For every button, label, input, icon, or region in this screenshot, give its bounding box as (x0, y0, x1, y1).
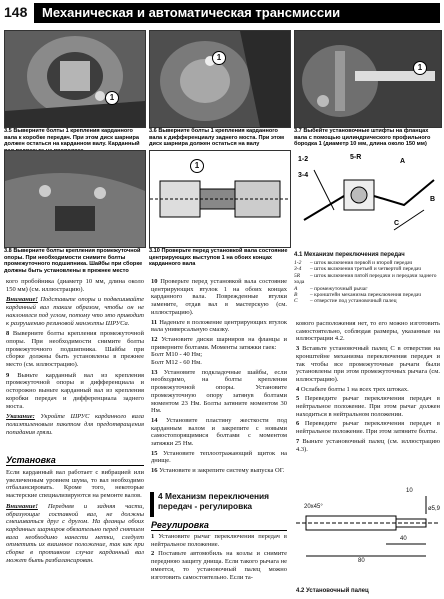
legend-item: 5R – шток включения пятой передачи и передачи заднего хода (294, 272, 437, 286)
section-marker (150, 492, 154, 517)
legend-item: B – кронштейн механизма переключения передач (294, 292, 421, 299)
torque-value: Болт M12 - 60 Нм. (151, 359, 202, 367)
dim-label: 40 (400, 536, 407, 542)
callout-badge: 1 (413, 61, 427, 75)
centering-bush-drawing (150, 151, 290, 247)
column-3-text (296, 320, 440, 453)
callout-badge: 1 (212, 51, 226, 65)
label-B: B (430, 196, 436, 203)
driveshaft-gearbox-photo (5, 31, 145, 127)
warning-2: Указание: Укройте ШРУС карданного вала полиэтиленовым пакетом для предотвращения попадания грязи. (6, 413, 145, 436)
warning-3: Внимание! Передняя и задняя части, образующие составной вал, не должны смешиваться друг с другом. На фланцы обоих карданных шарниров обязательно перед снятием вала необходимо нанести метки, следует отметить их взаимное положение, так как при сборке в противном случае карданный вал может быть разбалансирован. (6, 502, 145, 564)
step-13: 13 Установите подкладочные шайбы, если необходимо, на болты крепления промежуточной опоры. Установите промежуточную опору затянув болтами моментом 23 Нм. Болты затяните моментом 30 Нм. (151, 368, 288, 415)
dim-label: 10 (406, 488, 413, 494)
step-5: 5 Переведите рычаг переключения передач в нейтральное положение. При этом рычаг должен находиться в нейтральном положении. (296, 395, 440, 418)
dim-label: 80 (358, 558, 365, 564)
dim-label: 20x45° (304, 504, 323, 510)
punch-pin-photo (295, 31, 441, 127)
page-title: Механическая и автоматическая трансмиссии (34, 3, 440, 23)
callout-badge: 1 (190, 159, 204, 173)
step-4: 4 Ослабьте болты 1 на всех трех штоках. (296, 385, 409, 393)
label-A: A (400, 158, 406, 165)
caption-fig-3-10: 3.10 Проверьте перед установкой вала состояние центрирующих выступов 1 на обоих концах карданного вала (149, 248, 288, 268)
legend-item: 3-4 – шток включения третьей и четвертой передач (294, 266, 422, 273)
caption-fig-4-1: 4.1 Механизм переключения передач (294, 252, 405, 258)
caption-fig-3-5: 3.5 Выверните болты 1 крепления карданного вала к коробке передач. При этом диск шарнира должен остаться на карданном валу. Карданный (4, 128, 140, 148)
photo-fig-3-5 (4, 30, 146, 128)
column-1-install-text (6, 469, 144, 564)
step-14: 14 Установите пластину жесткости под карданным валом и закрепите с новыми самостопорящимися болтами с моментом затяжки 25 Нм. (151, 416, 287, 448)
drawing-fig-3-10 (149, 150, 291, 248)
driveshaft-differential-photo (150, 31, 290, 127)
page-header (4, 3, 440, 25)
step-15: 15 Установите теплоотражающий щиток на днище. (151, 449, 287, 465)
label-5-R: 5-R (350, 154, 362, 161)
step-10: 10 Проверьте перед установкой вала состояние центрирующих втулок 1 на обоих концах карданного вала. Поврежденные втулки замените, отдав вал в мастерскую (см. иллюстрацию). (151, 278, 288, 316)
label-3-4: 3-4 (298, 172, 309, 179)
locating-pin-drawing (296, 486, 440, 586)
column-1-text (6, 278, 144, 436)
label-1-2: 1-2 (298, 156, 309, 163)
photo-fig-3-7 (294, 30, 442, 128)
step-6: 6 Переведите рычаг переключения передач в нейтральное положение. При этом затяните болты. (296, 420, 440, 436)
dim-label: ø5,9 (428, 506, 441, 512)
drawing-fig-4-1 (294, 150, 440, 250)
section-heading: 4 Механизм переключения передач - регулировка (158, 491, 270, 511)
step-8: 8 Выверните болты крепления промежуточной опоры. При необходимости снимите болты промежуточного подшипника. Шайбы при сборке должны быть установлены в прежнее место (см. иллюстрацию). (6, 330, 145, 369)
column-2-adjust-text (151, 533, 287, 581)
caption-fig-3-8: 3.8 Выверните болты крепления промежуточной опоры. При необходимости снимите болты промежуточного подшипника. Шайбы при сборке должны быть установлены в прежнее место (4, 248, 143, 274)
step-11: 11 Наденьте в положение центрирующих втулок вала универсальную смазку. (151, 318, 288, 334)
heading-adjustment: Регулировка (151, 520, 287, 531)
legend-item: 1-2 – шток включения первой и второй передач (294, 260, 413, 266)
step-7: 7 Выньте установочный палец (см. иллюстрацию 4.3). (296, 437, 440, 453)
page-number: 148 (4, 4, 28, 20)
intermediate-support-photo (5, 151, 145, 247)
step-1: 1 Установите рычаг переключения передач в нейтральное положение. (151, 533, 288, 548)
torque-value: Болт M10 - 40 Нм; (151, 351, 203, 359)
gear-shift-mechanism-drawing (294, 150, 440, 250)
caption-fig-3-6: 3.6 Выверните болты 1 крепления карданного вала к дифференциалу заднего моста. При этом диск шарнира должен остаться на валу (149, 128, 285, 148)
legend-item: C – отверстие под установочный палец (294, 298, 397, 305)
legend-item: A – промежуточный рычаг (294, 285, 368, 292)
column-2-text (151, 278, 287, 475)
label-C: C (394, 220, 400, 227)
step-12: 12 Установите диски шарниров на фланцы и приверните болтами. Моменты затяжки гаек: (151, 335, 287, 351)
drawing-fig-4-2 (296, 486, 440, 586)
caption-fig-3-7: 3.7 Выбейте установочные штифты на фланцах вала с помощью цилиндрического профильного бородка 1 (диаметр 10 мм, длина около 150 мм) (294, 128, 431, 148)
paragraph: Если карданный вал работает с вибрацией или увеличенным уровнем шума, то вал необходимо отбалансировать. Кроме того, некоторые мастерские специализируются на ремонте валов. (6, 469, 144, 500)
step-3: 3 Вставьте установочный палец C в отверстия на кронштейне механизма переключения передач и так чтобы все промежуточные рычаги были установлены при этом промежуточных рычага (см. иллюстрацию). (296, 345, 440, 383)
legend-fig-4-1 (294, 260, 440, 305)
step-2: 2 Поставьте автомобиль на козлы и снимите переднюю защиту днища. Если такого рычага не имеется, то установочный палец можно изготовить самостоятельно. Если та- (151, 550, 287, 581)
step-16: 16 Установите и закрепите систему выпуска ОГ. (151, 467, 285, 475)
heading-install: Установка (6, 455, 144, 466)
step-9: 9 Выньте карданный вал из крепления промежуточной опоры и дифференциала и осторожно выньте карданный вал из крепления коробки передач и дифференциала заднего моста. (6, 371, 145, 410)
callout-badge: 1 (105, 91, 119, 105)
caption-fig-4-2: 4.2 Установочный палец (296, 588, 369, 594)
paragraph: кового расположения нет, то его можно изготовить самостоятельно, соблюдая размеры, указанные на иллюстрации 4.2. (296, 320, 440, 343)
photo-fig-3-8 (4, 150, 146, 248)
warning-1: Внимание! Подставьте опоры и подвешивайте карданный вал таким образом, чтобы он не наклонялся под углом, потому что это приводит к разрушению резиновой манжеты ШРУСа. (6, 296, 144, 327)
paragraph: кого пробойника (диаметр 10 мм, длина около 150 мм) (см. иллюстрацию). (6, 278, 144, 293)
photo-fig-3-6 (149, 30, 291, 128)
